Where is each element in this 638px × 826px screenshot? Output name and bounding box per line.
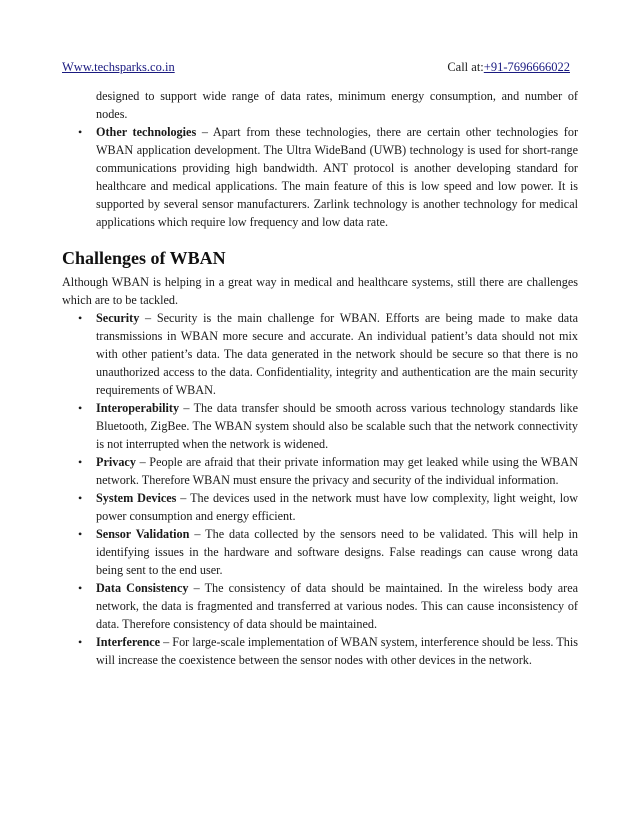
list-item-term: Interference bbox=[96, 635, 161, 649]
list-item-text: The consistency of data should be maintained. In the wireless body area network, the data is fragmented and transferred at various nodes. This can cause inconsistency of data. Therefore consistency of data should be maintained. bbox=[96, 581, 579, 631]
list-item-term: Other technologies bbox=[96, 125, 197, 139]
bullet-icon: • bbox=[78, 125, 83, 139]
list-item-text: The devices used in the network must have low complexity, light weight, low power consumption and energy efficient. bbox=[96, 491, 579, 523]
list-item-separator: – bbox=[188, 581, 205, 595]
website-link[interactable]: Www.techsparks.co.in bbox=[62, 60, 175, 74]
section-heading: Challenges of WBAN bbox=[62, 248, 226, 268]
list-item-text: The data transfer should be smooth across various technology standards like Bluetooth, ZigBee. The WBAN system should also be scalable such that the network connectivity is not interrupted when the network is widened. bbox=[96, 401, 579, 451]
list-item bbox=[62, 633, 578, 669]
list-item-text: People are afraid that their private information may get leaked while using the WBAN network. Therefore WBAN must ensure the privacy and security of the individual information. bbox=[96, 455, 579, 487]
list-item-separator: – bbox=[179, 401, 194, 415]
call-label: Call at: bbox=[447, 60, 484, 74]
list-item bbox=[62, 309, 578, 399]
bullet-icon: • bbox=[78, 455, 83, 469]
call-info bbox=[447, 59, 570, 75]
list-item-separator: – bbox=[189, 527, 206, 541]
bullet-icon: • bbox=[78, 527, 83, 541]
challenges-list bbox=[62, 309, 578, 669]
list-item-text: For large-scale implementation of WBAN system, interference should be less. This will increase the coexistence between the sensor nodes with other devices in the network. bbox=[96, 635, 578, 667]
list-item-text: The data collected by the sensors need to be validated. This will help in identifying issues in the hardware and software designs. False readings can cause wrong data being sent to the end user. bbox=[96, 527, 578, 577]
list-item-term: System Devices bbox=[96, 491, 177, 505]
list-item-separator: – bbox=[139, 311, 157, 325]
list-item-term: Interoperability bbox=[96, 401, 180, 415]
list-item bbox=[62, 453, 578, 489]
bullet-icon: • bbox=[78, 311, 83, 325]
bullet-icon: • bbox=[78, 635, 83, 649]
list-item-separator: – bbox=[176, 491, 191, 505]
bullet-icon: • bbox=[78, 491, 83, 505]
list-item bbox=[62, 399, 578, 453]
list-item bbox=[62, 525, 578, 579]
list-item-separator: – bbox=[160, 635, 173, 649]
list-item bbox=[62, 579, 578, 633]
bullet-icon: • bbox=[78, 581, 83, 595]
list-item-other-technologies bbox=[62, 123, 578, 231]
technology-list bbox=[62, 123, 578, 231]
list-item-text: Security is the main challenge for WBAN. Efforts are being made to make data transmissions in WBAN more secure and accurate. An individual patient’s data should not mix with other patient’s data. The data generated in the network should be secure so that there is no unauthorized access to the data. Confidentiality, integrity and authentication are the main security requirements of WBAN. bbox=[96, 311, 579, 397]
list-item-term: Privacy bbox=[96, 455, 136, 469]
list-item-term: Data Consistency bbox=[96, 581, 189, 595]
phone-link[interactable]: +91-7696666022 bbox=[483, 60, 570, 74]
document-body bbox=[62, 87, 578, 669]
page-header bbox=[62, 59, 576, 77]
list-item-separator: – bbox=[135, 455, 150, 469]
intro-continuation: designed to support wide range of data rates, minimum energy consumption, and number of nodes. bbox=[96, 89, 578, 121]
list-item-term: Sensor Validation bbox=[96, 527, 190, 541]
list-item-term: Security bbox=[96, 311, 140, 325]
list-item bbox=[62, 489, 578, 525]
list-item-text: Apart from these technologies, there are certain other technologies for WBAN application development. The Ultra WideBand (UWB) technology is used for short-range communications providing high bandwidth. ANT protocol is another developing standard for healthcare and medical applications. The main feature of this is low speed and low power. It is supported by several sensor manufacturers. Zarlink technology is another technology for medical applications which require low frequency and low data rate. bbox=[96, 125, 579, 229]
bullet-icon: • bbox=[78, 401, 83, 415]
section-intro: Although WBAN is helping in a great way in medical and healthcare systems, still there are challenges which are to be tackled. bbox=[62, 275, 578, 307]
list-item-separator: – bbox=[196, 125, 213, 139]
